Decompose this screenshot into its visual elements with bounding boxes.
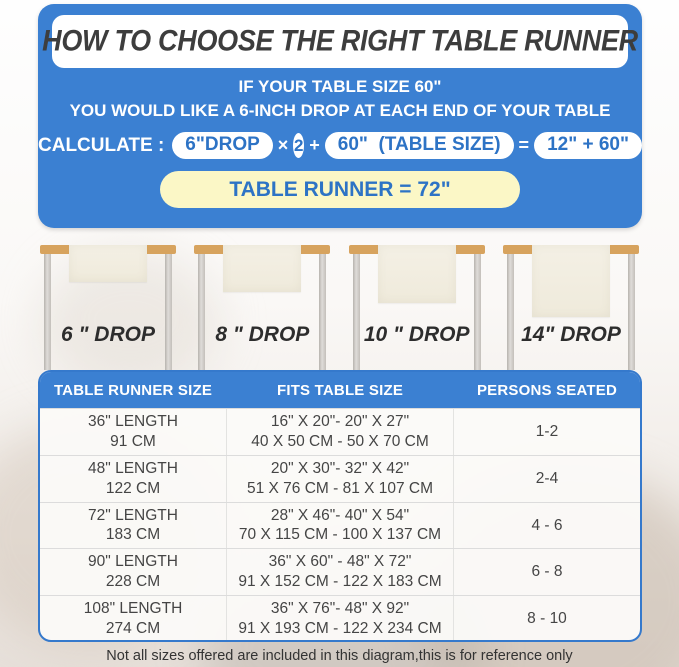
table-leg [507,251,514,370]
table-row [40,408,640,455]
fits-size-cell: 36" X 60" - 48" X 72" 91 X 152 CM - 122 X 183 CM [226,549,454,595]
sum-pill: 12" + 60" [534,132,642,159]
table-runner [223,245,301,292]
runner-size-cell: 108" LENGTH 274 CM [83,600,183,638]
runner-size-cell: 48" LENGTH 122 CM [88,459,178,497]
drop-value-pill: 6"DROP [172,132,272,159]
equals-sign: = [518,135,530,155]
persons-cell: 6 - 8 [531,563,563,581]
subtitle [38,77,642,121]
fits-size-cell: 36" X 76"- 48" X 92" 91 X 193 CM - 122 X 234 CM [226,596,454,642]
page-title: HOW TO CHOOSE THE RIGHT TABLE RUNNER [42,24,638,58]
drop-label: 6 " DROP [61,323,155,346]
table-runner [69,245,147,282]
subtitle-line-2: YOU WOULD LIKE A 6-INCH DROP AT EACH END OF YOUR TABLE [69,101,611,120]
plus-sign: + [309,135,320,155]
table-leg [353,251,360,370]
multiplier-badge: 2 [293,133,304,158]
table-runner [378,245,456,303]
persons-cell: 8 - 10 [527,610,567,628]
table-leg [44,251,51,370]
drop-label: 10 " DROP [363,323,470,346]
table-leg [474,251,481,370]
header-card [38,4,642,228]
table-leg [628,251,635,370]
table-leg [165,251,172,370]
fits-size-cell: 20" X 30"- 32" X 42" 51 X 76 CM - 81 X 107 CM [226,456,454,502]
result-pill: TABLE RUNNER = 72" [160,171,520,208]
column-header-runner-size: TABLE RUNNER SIZE [53,381,213,399]
calculate-label: CALCULATE : [38,134,165,156]
column-header-fits-table-size: FITS TABLE SIZE [276,381,404,399]
runner-size-cell: 72" LENGTH 183 CM [88,506,178,544]
fits-size-cell: 28" X 46"- 40" X 54" 70 X 115 CM - 100 X 137 CM [226,503,454,549]
table-row [40,595,640,642]
runner-size-cell: 90" LENGTH 228 CM [88,553,178,591]
footnote: Not all sizes offered are included in this diagram,this is for reference only [106,648,573,664]
table-leg [319,251,326,370]
table-figure-6-drop [40,243,176,370]
persons-cell: 1-2 [535,422,559,440]
drop-label: 8 " DROP [215,323,310,346]
subtitle-line-1: IF YOUR TABLE SIZE 60" [238,77,442,96]
table-figure-14-drop [503,243,639,370]
multiply-sign: × [277,135,289,155]
table-row [40,455,640,502]
persons-cell: 4 - 6 [531,516,563,534]
table-size-pill: 60" (TABLE SIZE) [325,132,514,159]
size-chart-table [38,370,642,642]
calculation-formula [38,132,642,159]
column-header-persons-seated: PERSONS SEATED [476,381,618,399]
runner-size-cell: 36" LENGTH 91 CM [88,413,178,450]
table-runner [532,245,610,317]
title-banner [42,15,638,68]
fits-size-cell: 16" X 20"- 20" X 27" 40 X 50 CM - 50 X 70 CM [226,409,454,455]
table-header-row [40,372,640,408]
drop-figures [0,243,679,370]
persons-cell: 2-4 [535,469,559,487]
table-row [40,548,640,595]
drop-label: 14" DROP [521,323,621,346]
table-leg [198,251,205,370]
table-figure-10-drop [349,243,485,370]
table-figure-8-drop [194,243,330,370]
table-row [40,502,640,549]
